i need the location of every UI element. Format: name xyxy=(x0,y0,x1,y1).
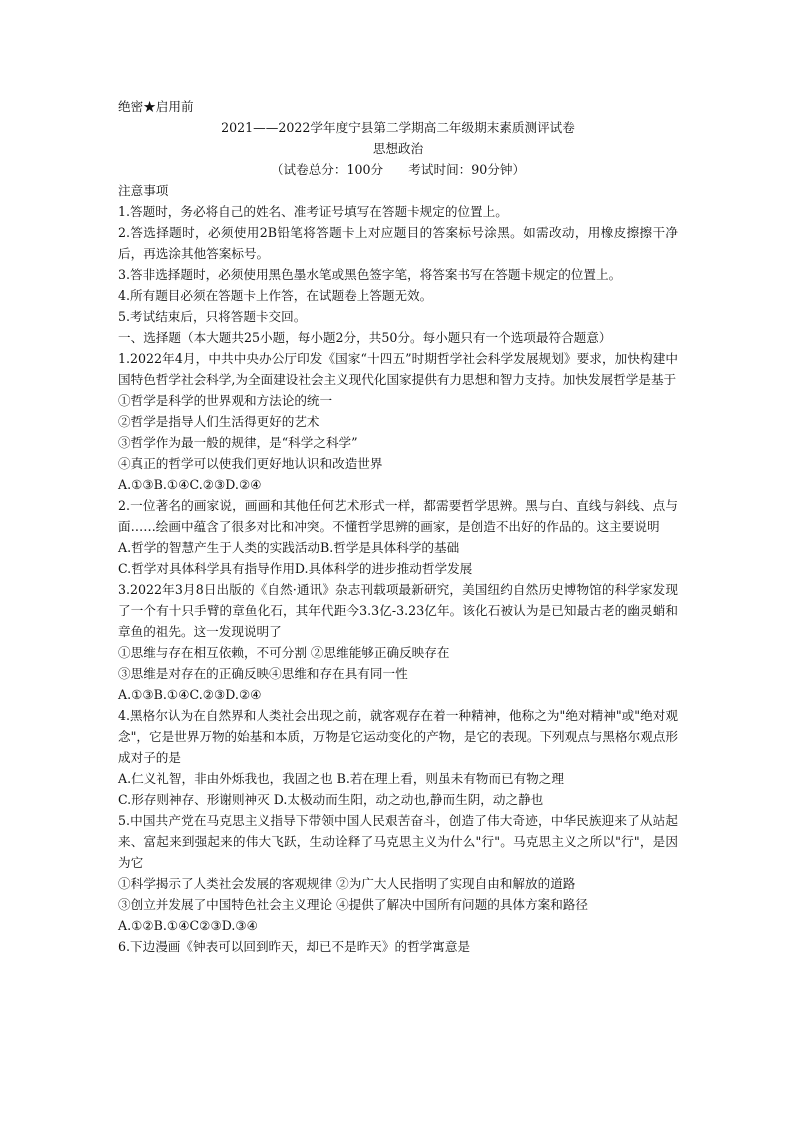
section-heading: 一、选择题（本大题共25小题，每小题2分，共50分。每小题只有一个选项最符合题意） xyxy=(118,330,612,345)
question-3 xyxy=(118,579,678,705)
notice-item: 1.答题时，务必将自己的姓名、准考证号填写在答题卡规定的位置上。 xyxy=(118,204,508,219)
exam-title: 2021——2022学年度宁县第二学期高二年级期末素质测评试卷 xyxy=(221,120,575,135)
notice-item: 2.答选择题时，必须使用2B铅笔将答题卡上对应题目的答案标号涂黑。如需改动，用橡皮擦擦干净后，再选涂其他答案标号。 xyxy=(118,225,678,261)
question-item: ④真正的哲学可以使我们更好地认识和改造世界 xyxy=(118,456,383,471)
question-item: ③创立并发展了中国特色社会主义理论 ④提供了解决中国所有问题的具体方案和路径 xyxy=(118,897,588,912)
question-item: A.哲学的智慧产生于人类的实践活动B.哲学是具体科学的基础 xyxy=(118,540,460,555)
question-1 xyxy=(118,348,678,495)
notice-item: 5.考试结束后，只将答题卡交回。 xyxy=(118,309,307,324)
question-4 xyxy=(118,705,678,810)
question-stem: 6.下边漫画《钟表可以回到昨天，却已不是昨天》的哲学寓意是 xyxy=(118,939,471,954)
question-stem: 1.2022年4月，中共中央办公厅印发《国家“十四五”时期哲学社会科学发展规划》要求，加快构建中国特色哲学社会科学,为全面建设社会主义现代化国家提供有力思想和智力支持。加快发展哲学是基于 xyxy=(118,351,678,387)
question-6 xyxy=(118,936,678,957)
question-item: C.哲学对具体科学具有指导作用D.具体科学的进步推动哲学发展 xyxy=(118,561,473,576)
question-item: ①思维与存在相互依赖，不可分割 ②思维能够正确反映存在 xyxy=(118,645,450,660)
question-item: ③哲学作为最一般的规律，是“科学之科学” xyxy=(118,435,358,450)
question-stem: 5.中国共产党在马克思主义指导下带领中国人民艰苦奋斗，创造了伟大奇迹，中华民族迎来了从站起来、富起来到强起来的伟大飞跃，生动诠释了马克思主义为什么"行"。马克思主义之所以"行"，是因为它 xyxy=(118,813,678,870)
question-item: ③思维是对存在的正确反映④思维和存在具有同一性 xyxy=(118,666,408,681)
answer-choices: A.①③B.①④C.②③D.②④ xyxy=(118,687,262,702)
exam-page xyxy=(118,96,678,957)
question-stem: 2.一位著名的画家说，画画和其他任何艺术形式一样，都需要哲学思辨。黑与白、直线与斜线、点与面……绘画中蕴含了很多对比和冲突。不懂哲学思辨的画家，是创造不出好的作品的。这主要说明 xyxy=(118,498,678,534)
question-stem: 3.2022年3月8日出版的《自然·通讯》杂志刊载项最新研究，美国纽约自然历史博物馆的科学家发现了一个有十只手臂的章鱼化石，其年代距今3.3亿-3.23亿年。该化石被认为是已知最古老的幽灵蛸和章鱼的祖先。这一发现说明了 xyxy=(118,582,678,639)
secret-label: 绝密★启用前 xyxy=(118,99,194,114)
notice-heading: 注意事项 xyxy=(118,183,169,198)
exam-info: （试卷总分：100分 考试时间：90分钟） xyxy=(270,162,526,177)
question-item: ②哲学是指导人们生活得更好的艺术 xyxy=(118,414,320,429)
question-item: ①科学揭示了人类社会发展的客观规律 ②为广大人民指明了实现自由和解放的道路 xyxy=(118,876,576,891)
question-item: A.仁义礼智，非由外烁我也，我固之也 B.若在理上看，则虽未有物而已有物之理 xyxy=(118,771,564,786)
subject-title: 思想政治 xyxy=(372,141,424,156)
notice-item: 4.所有题目必须在答题卡上作答，在试题卷上答题无效。 xyxy=(118,288,433,303)
answer-choices: A.①③B.①④C.②③D.②④ xyxy=(118,477,262,492)
notice-item: 3.答非选择题时，必须使用黑色墨水笔或黑色签字笔，将答案书写在答题卡规定的位置上。 xyxy=(118,267,622,282)
answer-choices: A.①②B.①④C②③D.③④ xyxy=(118,918,258,933)
question-item: C.形存则神存、形谢则神灭 D.太极动而生阳，动之动也,静而生阴，动之静也 xyxy=(118,792,544,807)
question-stem: 4.黑格尔认为在自然界和人类社会出现之前，就客观存在着一种精神，他称之为"绝对精神"或"绝对观念"，它是世界万物的始基和本质，万物是它运动变化的产物，是它的表现。下列观点与黑格尔观点形成对子的是 xyxy=(118,708,678,765)
question-item: ①哲学是科学的世界观和方法论的统一 xyxy=(118,393,333,408)
question-5 xyxy=(118,810,678,936)
question-2 xyxy=(118,495,678,579)
